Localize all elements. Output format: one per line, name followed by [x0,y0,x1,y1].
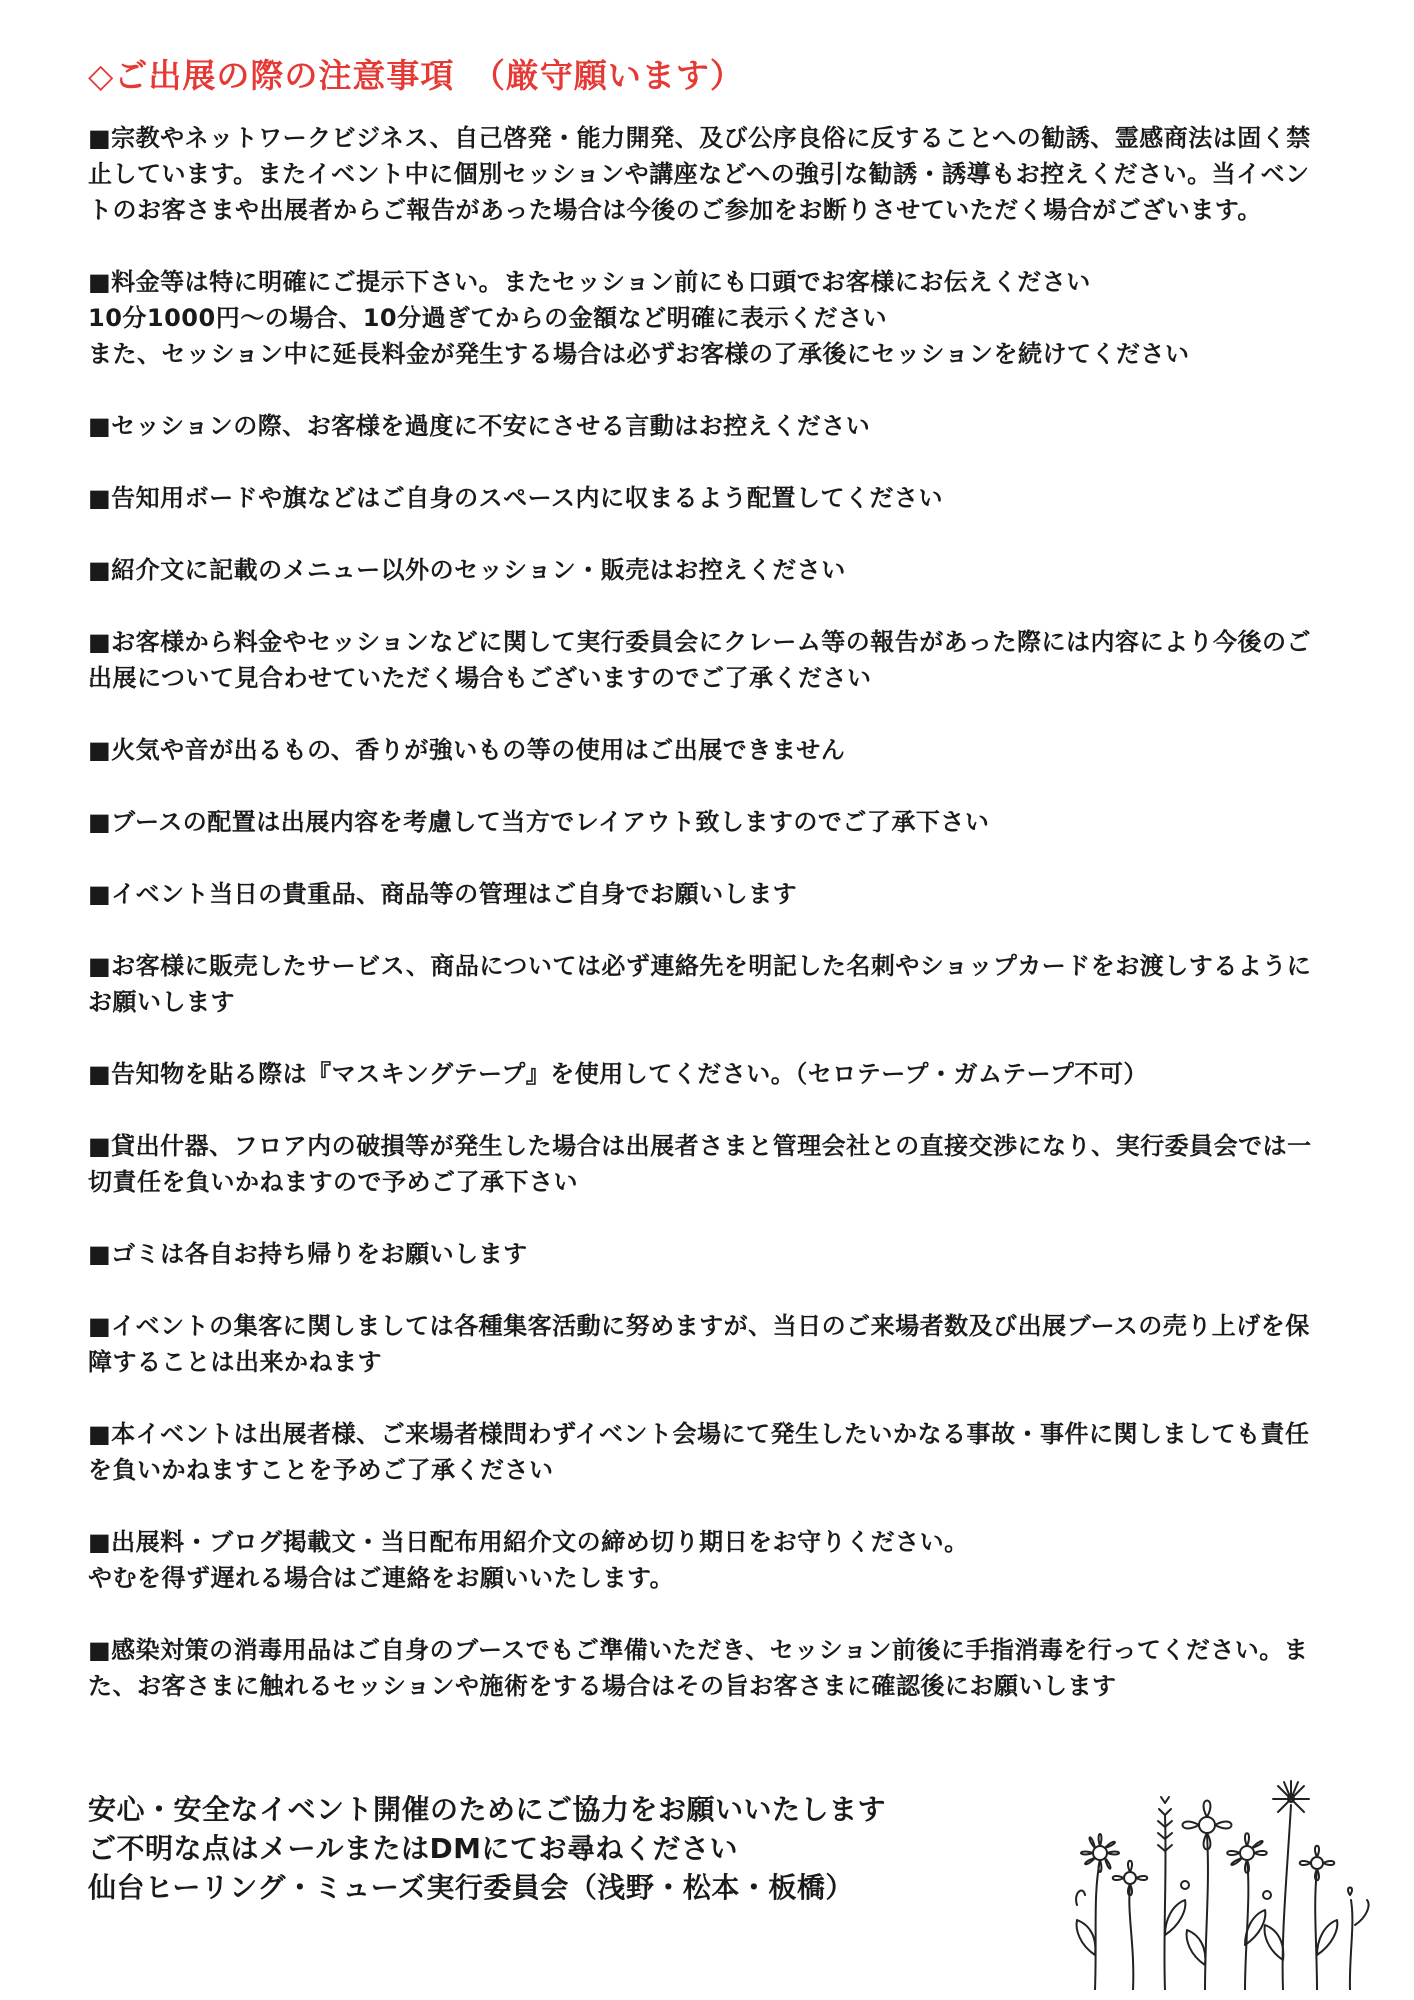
notice-item [88,1632,1333,1704]
notice-item [88,480,1333,516]
notice-item [88,120,1333,228]
notice-item [88,1056,1333,1092]
notice-text: ■イベント当日の貴重品、商品等の管理はご自身でお願いします [88,880,798,908]
notice-item [88,552,1333,588]
notice-item [88,1524,1333,1596]
notice-text: ■紹介文に記載のメニュー以外のセッション・販売はお控えください [88,556,846,584]
page-title: ◇ご出展の際の注意事項 （厳守願います） [88,56,744,95]
notice-item [88,876,1333,912]
notice-text: ■火気や音が出るもの、香りが強いもの等の使用はご出展できません [88,736,846,764]
flowers-decoration-icon [1055,1765,1375,1990]
notice-text: ■セッションの際、お客様を過度に不安にさせる言動はお控えください [88,412,871,440]
notice-item [88,264,1333,372]
notice-text: ■お客様に販売したサービス、商品については必ず連絡先を明記した名刺やショップカードをお渡しするようにお願いします [88,952,1312,1016]
notice-item [88,948,1333,1020]
notice-text: ■貸出什器、フロア内の破損等が発生した場合は出展者さまと管理会社との直接交渉になり、実行委員会では一切責任を負いかねますので予めご了承下さい [88,1132,1312,1196]
notice-item [88,804,1333,840]
closing-message [88,1790,988,1907]
notice-item [88,732,1333,768]
notice-text: ■本イベントは出展者様、ご来場者様問わずイベント会場にて発生したいかなる事故・事件に関しましても責任を負いかねますことを予めご了承ください [88,1420,1310,1484]
closing-line-cooperation: 安心・安全なイベント開催のためにご協力をお願いいたします [88,1793,887,1826]
notice-item [88,624,1333,696]
notice-text: ■料金等は特に明確にご提示下さい。またセッション前にも口頭でお客様にお伝えください [88,268,1091,296]
notice-item [88,1308,1333,1380]
notice-text: ■告知物を貼る際は『マスキングテープ』を使用してください。（セロテープ・ガムテープ不可） [88,1060,1148,1088]
closing-line-contact: ご不明な点はメールまたはDMにてお尋ねください [88,1832,739,1865]
notice-list [88,120,1333,1740]
notice-item [88,408,1333,444]
notice-item [88,1416,1333,1488]
notice-text: やむを得ず遅れる場合はご連絡をお願いいたします。 [88,1564,675,1592]
notice-text: ■ブースの配置は出展内容を考慮して当方でレイアウト致しますのでご了承下さい [88,808,990,836]
notice-text: ■出展料・ブログ掲載文・当日配布用紹介文の締め切り期日をお守りください。 [88,1528,969,1556]
notice-item [88,1236,1333,1272]
notice-text: ■イベントの集客に関しましては各種集客活動に努めますが、当日のご来場者数及び出展ブースの売り上げを保障することは出来かねます [88,1312,1310,1376]
notice-text: ■宗教やネットワークビジネス、自己啓発・能力開発、及び公序良俗に反することへの勧誘、霊感商法は固く禁止しています。またイベント中に個別セッションや講座などへの強引な勧誘・誘導もお控えください。当イベントのお客さまや出展者からご報告があった場合は今後のご参加をお断りさせていただく場合がございます。 [88,124,1311,224]
closing-line-committee: 仙台ヒーリング・ミューズ実行委員会（浅野・松本・板橋） [88,1871,854,1904]
notice-text: また、セッション中に延長料金が発生する場合は必ずお客様の了承後にセッションを続けてください [88,340,1190,368]
notice-item [88,1128,1333,1200]
notice-text: ■ゴミは各自お持ち帰りをお願いします [88,1240,528,1268]
notice-text: ■お客様から料金やセッションなどに関して実行委員会にクレーム等の報告があった際には内容により今後のご出展について見合わせていただく場合もございますのでご了承ください [88,628,1311,692]
notice-text: ■告知用ボードや旗などはご自身のスペース内に収まるよう配置してください [88,484,943,512]
notice-text: ■感染対策の消毒用品はご自身のブースでもご準備いただき、セッション前後に手指消毒を行ってください。また、お客さまに触れるセッションや施術をする場合はその旨お客さまに確認後にお願いします [88,1636,1309,1700]
notice-text: 10分1000円～の場合、10分過ぎてからの金額など明確に表示ください [88,304,888,332]
